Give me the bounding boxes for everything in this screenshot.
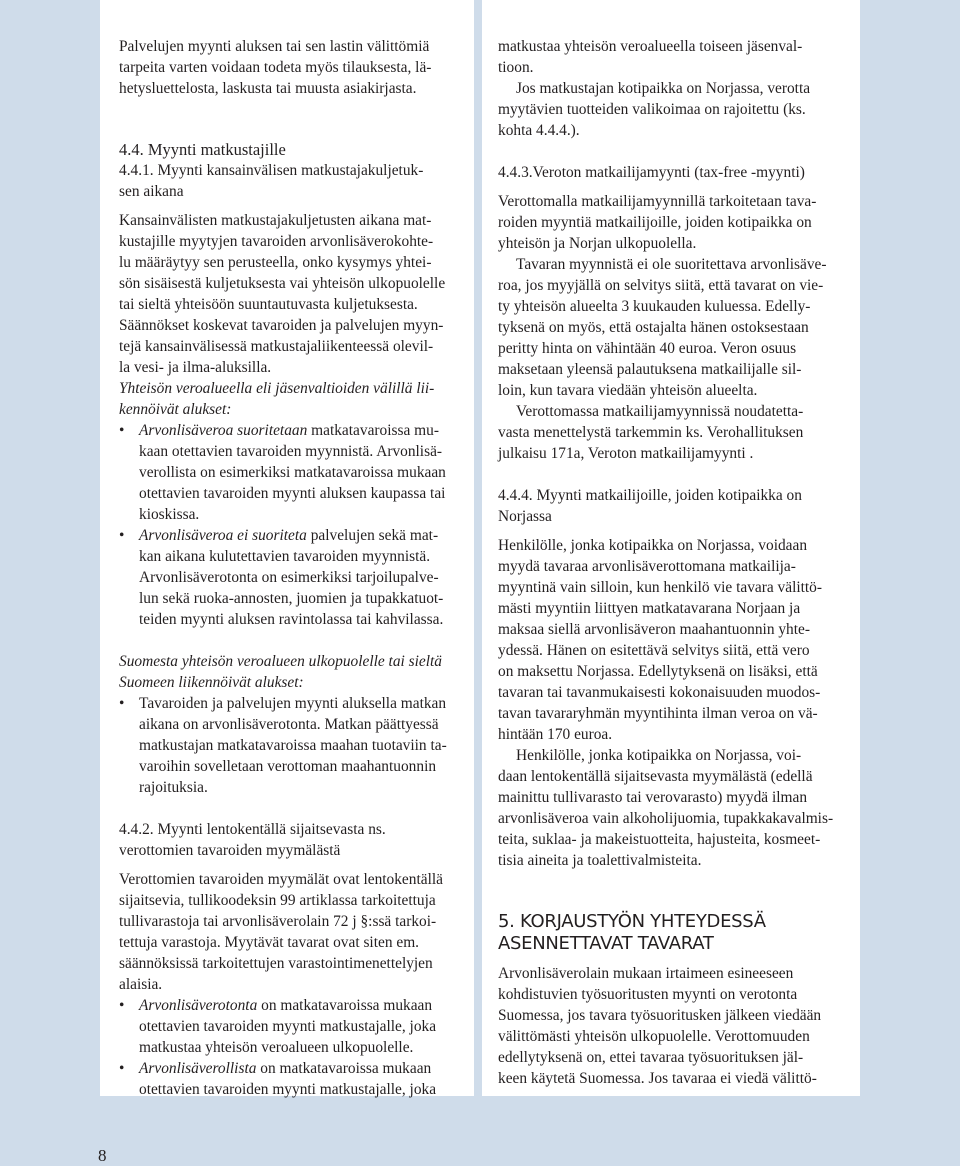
body-paragraph (498, 401, 843, 464)
text-line: Arvonlisäverotonta on esimerkiksi tarjoilupalve- (139, 569, 439, 586)
text-line: maksetaan yleensä palautuksena matkailijalle sil- (498, 361, 802, 378)
text-line: ydessä. Hänen on esitettävä selvitys siitä, että vero (498, 642, 810, 659)
text-line: tarpeita varten voidaan todeta myös tilauksesta, lä- (119, 59, 432, 76)
text-line: daan lentokentällä sijaitsevasta myymälästä (edellä (498, 768, 813, 785)
subsection-heading: 4.4.3.Veroton matkailijamyynti (tax-free -myynti) (498, 164, 805, 181)
text-line: Henkilölle, jonka kotipaikka on Norjassa, voi- (516, 747, 802, 764)
text-line: myyntinä vain silloin, kun henkilö vie tavara välittö- (498, 579, 822, 596)
subsection-heading (119, 819, 462, 861)
text-line: kan aikana kulutettavien tavaroiden myynnistä. (139, 548, 431, 565)
text-line: on maksettu Norjassa. Edellytyksenä on lisäksi, että (498, 663, 818, 680)
text-line: tioon. (498, 59, 534, 76)
text-line: on matkatavaroissa mukaan (261, 997, 433, 1014)
italic-term: Arvonlisäveroa ei suoriteta (139, 527, 307, 544)
text-line: Tavaran myynnistä ei ole suoritettava arvonlisäve- (516, 256, 827, 273)
text-line: keen käytetä Suomessa. Jos tavaraa ei viedä välittö- (498, 1070, 817, 1087)
italic-subheading (119, 651, 462, 693)
text-line: Tavaroiden ja palvelujen myynti aluksella matkan (139, 695, 447, 712)
text-line: lu määräytyy sen perusteella, onko kysymys yhtei- (119, 254, 432, 271)
text-line: tettuja varastoja. Myytävät tavarat ovat siten em. (119, 934, 420, 951)
heading-line: 4.4.4. Myynti matkailijoille, joiden kotipaikka on (498, 487, 802, 504)
text-line: otettavien tavaroiden myynti aluksen kaupassa tai (139, 485, 446, 502)
text-line: tavaran tai tavanmukaisesti kokonaisuuden muodos- (498, 684, 821, 701)
text-line: aikana on arvonlisäverotonta. Matkan päättyessä (139, 716, 439, 733)
text-line: lun sekä ruoka-annosten, juomien ja tupakkatuot- (139, 590, 444, 607)
text-line: Verottomalla matkailijamyynnillä tarkoitetaan tava- (498, 193, 817, 210)
continued-paragraph (498, 36, 843, 78)
text-line: matkustaa yhteisön veroalueella toiseen jäsenval- (498, 38, 803, 55)
body-paragraph (498, 963, 843, 1089)
heading-line: Norjassa (498, 508, 552, 525)
text-line: varoihin sovelletaan verottoman maahantuonnin (139, 758, 437, 775)
italic-subheading (119, 378, 462, 420)
text-line: peritty hinta on vähintään 40 euroa. Veron osuus (498, 340, 797, 357)
text-line: Yhteisön veroalueella eli jäsenvaltioiden välillä lii- (119, 380, 435, 397)
text-line: mainittu tullivarasto tai verovarasto) myydä ilman (498, 789, 808, 806)
bullet-icon: • (119, 527, 125, 544)
text-line: välittömästi yhteisön ulkopuolelle. Verottomuuden (498, 1028, 810, 1045)
subsection-heading (498, 485, 843, 527)
text-line: matkatavaroissa mu- (311, 422, 439, 439)
text-line: kaan otettavien tavaroiden myynnistä. Arvonlisä- (139, 443, 443, 460)
section-heading: 4.4. Myynti matkustajille (119, 140, 286, 159)
text-line: myytävien tuotteiden valikoimaa on rajoitettu (ks. (498, 101, 806, 118)
right-column (498, 36, 843, 1089)
intro-paragraph (119, 36, 462, 99)
subsection-heading (119, 160, 462, 202)
body-paragraph (498, 745, 843, 871)
text-line: kioskissa. (139, 506, 200, 523)
heading-line: 4.4.2. Myynti lentokentällä sijaitsevasta ns. (119, 821, 386, 838)
text-line: tullivarastoja tai arvonlisäverolain 72 j §:ssä tarkoi- (119, 913, 437, 930)
text-line: roa, jos myyjällä on selvitys siitä, että tavarat on vie- (498, 277, 824, 294)
text-line: tai sieltä yhteisöön suuntautuvasta kuljetuksesta. (119, 296, 418, 313)
text-line: on matkatavaroissa mukaan (260, 1060, 432, 1077)
text-line: sijaitsevia, tullikoodeksin 99 artiklassa tarkoitettuja (119, 892, 436, 909)
bullet-item (119, 1058, 462, 1100)
text-line: Suomeen liikennöivät alukset: (119, 674, 304, 691)
text-line: Suomesta yhteisön veroalueen ulkopuolelle tai sieltä (119, 653, 442, 670)
heading-line: 4.4.1. Myynti kansainvälisen matkustajakuljetuk- (119, 162, 424, 179)
text-line: roiden myyntiä matkailijoille, joiden kotipaikka on (498, 214, 812, 231)
text-line: Verottomien tavaroiden myymälät ovat lentokentällä (119, 871, 443, 888)
text-line: Säännökset koskevat tavaroiden ja palvelujen myyn- (119, 317, 444, 334)
text-line: tavan tavararyhmän myyntihinta ilman veroa on vä- (498, 705, 818, 722)
body-paragraph (498, 191, 843, 254)
bullet-item (119, 525, 462, 630)
bullet-icon: • (119, 1060, 125, 1077)
text-line: palvelujen sekä mat- (310, 527, 439, 544)
text-line: julkaisu 171a, Veroton matkailijamyynti . (498, 445, 754, 462)
bullet-item (119, 693, 462, 798)
bullet-item (119, 995, 462, 1058)
text-line: Henkilölle, jonka kotipaikka on Norjassa, voidaan (498, 537, 808, 554)
text-line: Palvelujen myynti aluksen tai sen lastin välittömiä (119, 38, 430, 55)
text-line: arvonlisäveroa vain alkoholijuomia, tupakkakavalmis- (498, 810, 834, 827)
text-line: yhteisön ja Norjan ulkopuolella. (498, 235, 697, 252)
text-line: ty yhteisön alueelta 3 kuukauden kuluessa. Edelly- (498, 298, 811, 315)
text-line: verollista on esimerkiksi matkatavaroissa mukaan (139, 464, 446, 481)
text-line: Kansainvälisten matkustajakuljetusten aikana mat- (119, 212, 432, 229)
text-line: Arvonlisäverolain mukaan irtaimeen esineeseen (498, 965, 794, 982)
text-line: edellytyksenä on, ettei tavaraa työsuorituksen jäl- (498, 1049, 804, 1066)
heading-line: 5. KORJAUSTYÖN YHTEYDESSÄ (498, 911, 766, 932)
text-line: rajoituksia. (139, 779, 208, 796)
text-line: otettavien tavaroiden myynti matkustajalle, joka (139, 1081, 437, 1098)
text-line: matkustaa yhteisön veroalueen ulkopuolelle. (139, 1039, 414, 1056)
text-line: sön sisäisestä kuljetuksesta vai yhteisön ulkopuolelle (119, 275, 446, 292)
italic-term: Arvonlisäverotonta (139, 997, 258, 1014)
bullet-icon: • (119, 422, 125, 439)
text-line: Jos matkustajan kotipaikka on Norjassa, verotta (516, 80, 811, 97)
text-line: hetysluettelosta, laskusta tai muusta asiakirjasta. (119, 80, 417, 97)
text-line: kohta 4.4.4.). (498, 122, 580, 139)
text-line: Suomessa, jos tavara työsuoritusken jälkeen viedään (498, 1007, 822, 1024)
italic-term: Arvonlisäverollista (139, 1060, 257, 1077)
text-line: la vesi- ja ilma-aluksilla. (119, 359, 272, 376)
body-paragraph (498, 78, 843, 141)
body-paragraph (119, 869, 462, 995)
text-line: teita, suklaa- ja makeistuotteita, hajusteita, kosmeet- (498, 831, 821, 848)
text-line: hintään 170 euroa. (498, 726, 613, 743)
text-line: Verottomassa matkailijamyynnissä noudatetta- (516, 403, 804, 420)
text-line: tyksenä on myös, että ostajalta hänen ostoksestaan (498, 319, 809, 336)
text-line: vasta menettelystä tarkemmin ks. Verohallituksen (498, 424, 804, 441)
text-line: loin, kun tavara viedään yhteisön alueelta. (498, 382, 758, 399)
text-line: kennöivät alukset: (119, 401, 232, 418)
body-paragraph (498, 254, 843, 401)
text-line: maksaa siellä arvonlisäveron maahantuonnin yhte- (498, 621, 810, 638)
text-line: tisia aineita ja toalettivalmisteita. (498, 852, 702, 869)
bullet-icon: • (119, 997, 125, 1014)
text-line: kustajille myytyjen tavaroiden arvonlisäverokohte- (119, 233, 434, 250)
page-number: 8 (98, 1146, 107, 1165)
left-column (119, 36, 462, 1100)
heading-line: ASENNETTAVAT TAVARAT (498, 933, 714, 954)
body-paragraph (119, 210, 462, 378)
text-line: säännöksissä tarkoitettujen varastointimenettelyjen (119, 955, 433, 972)
italic-term: Arvonlisäveroa suoritetaan (139, 422, 308, 439)
text-line: tejä kansainvälisessä matkustajaliikenteessä olevil- (119, 338, 434, 355)
bullet-item (119, 420, 462, 525)
text-line: alaisia. (119, 976, 163, 993)
text-line: teiden myynti aluksen ravintolassa tai kahvilassa. (139, 611, 444, 628)
chapter-heading (498, 911, 843, 955)
text-line: myydä tavaraa arvonlisäverottomana matkailija- (498, 558, 796, 575)
text-line: matkustajan matkatavaroissa maahan tuotaviin ta- (139, 737, 447, 754)
heading-line: sen aikana (119, 183, 184, 200)
text-line: kohdistuvien työsuoritusten myynti on verotonta (498, 986, 798, 1003)
text-line: otettavien tavaroiden myynti matkustajalle, joka (139, 1018, 437, 1035)
text-line: mästi myyntiin liittyen matkatavarana Norjaan ja (498, 600, 801, 617)
body-paragraph (498, 535, 843, 745)
bullet-icon: • (119, 695, 125, 712)
heading-line: verottomien tavaroiden myymälästä (119, 842, 341, 859)
